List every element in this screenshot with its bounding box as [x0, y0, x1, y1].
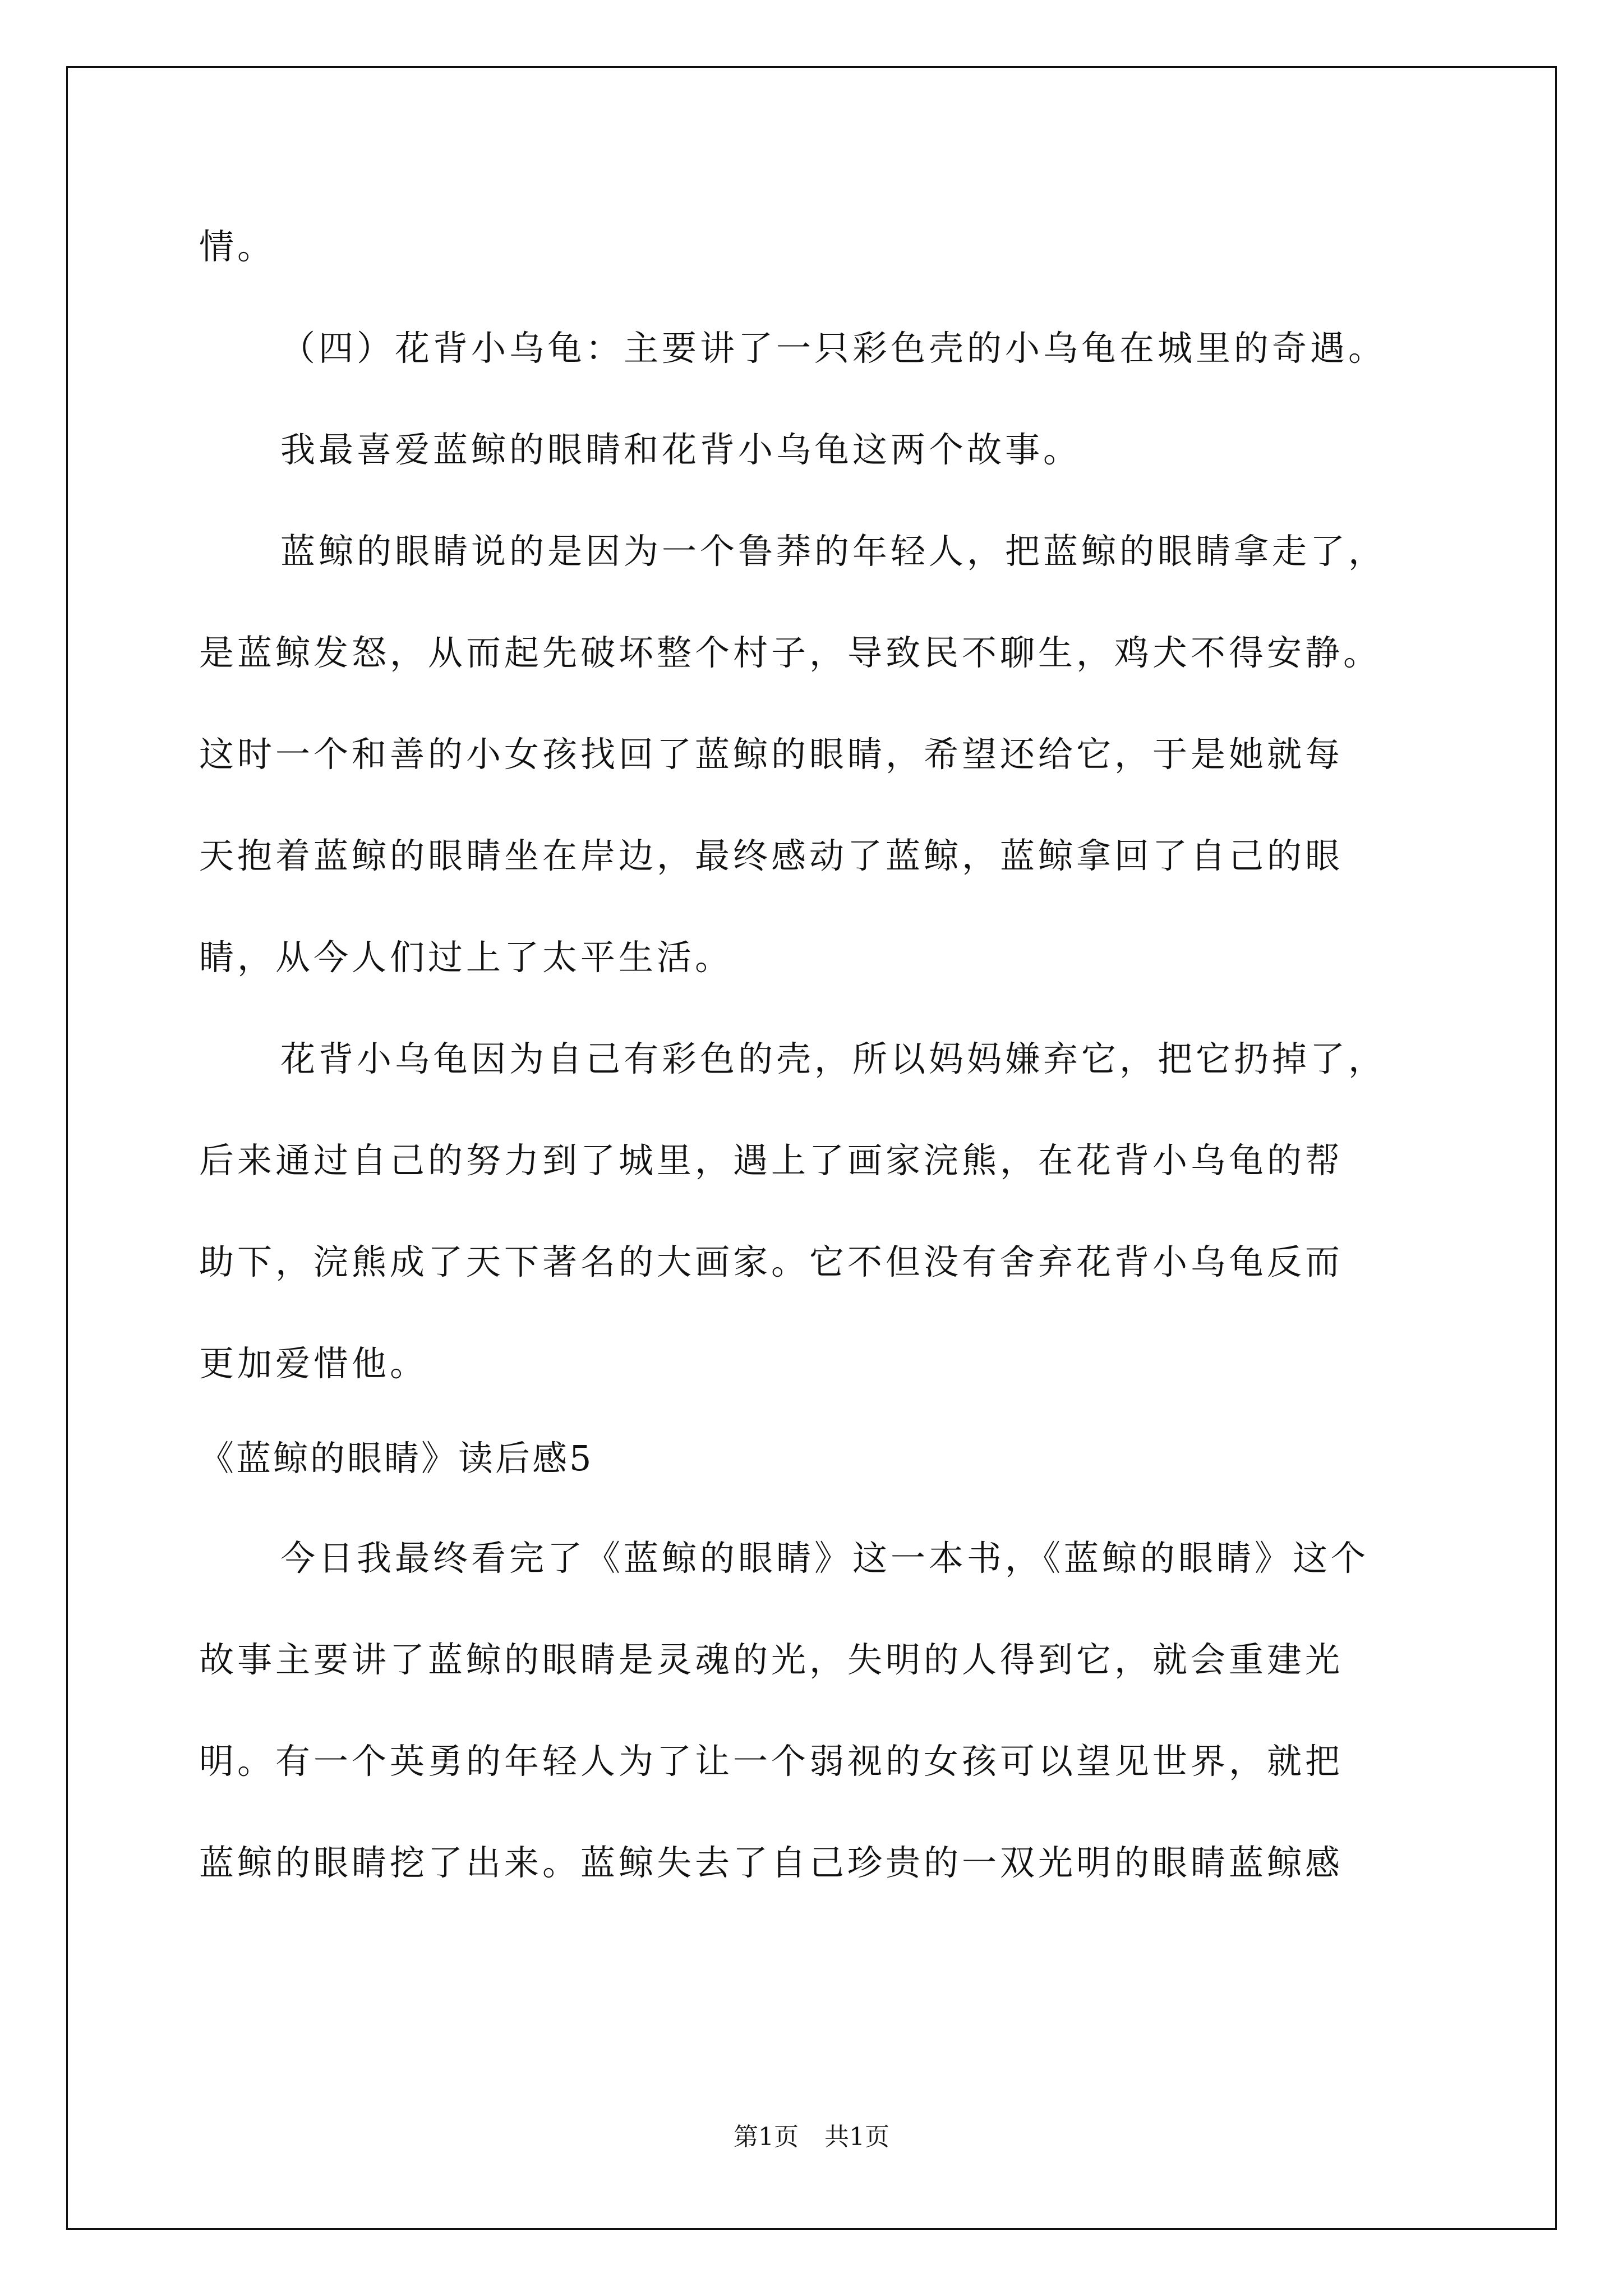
text-line: 助下，浣熊成了天下著名的大画家。它不但没有舍弃花背小乌龟反而	[199, 1241, 1344, 1282]
text-line: 睛，从今人们过上了太平生活。	[199, 937, 734, 978]
text-line: 今日我最终看完了《蓝鲸的眼睛》这一本书，《蓝鲸的眼睛》这个	[280, 1538, 1370, 1579]
text-line: （四）花背小乌龟：主要讲了一只彩色壳的小乌龟在城里的奇遇。	[280, 328, 1387, 369]
text-line: 情。	[199, 226, 276, 267]
text-line: 这时一个和善的小女孩找回了蓝鲸的眼睛，希望还给它，于是她就每	[199, 734, 1344, 775]
text-line: 明。有一个英勇的年轻人为了让一个弱视的女孩可以望见世界，就把	[199, 1741, 1344, 1782]
section-heading: 《蓝鲸的眼睛》读后感5	[199, 1438, 594, 1479]
page-footer	[0, 2120, 1623, 2154]
text-line: 蓝鲸的眼睛挖了出来。蓝鲸失去了自己珍贵的一双光明的眼睛蓝鲸感	[199, 1842, 1344, 1883]
page-total: 共1页	[824, 2123, 889, 2151]
text-line: 后来通过自己的努力到了城里，遇上了画家浣熊，在花背小乌龟的帮	[199, 1140, 1344, 1181]
text-line: 更加爱惜他。	[199, 1343, 428, 1384]
text-line: 花背小乌龟因为自己有彩色的壳，所以妈妈嫌弃它，把它扔掉了，	[280, 1038, 1387, 1079]
text-line: 是蓝鲸发怒，从而起先破坏整个村子，导致民不聊生，鸡犬不得安静。	[199, 632, 1382, 673]
page-number: 第1页	[734, 2123, 799, 2151]
text-line: 我最喜爱蓝鲸的眼睛和花背小乌龟这两个故事。	[280, 429, 1082, 470]
text-line: 故事主要讲了蓝鲸的眼睛是灵魂的光，失明的人得到它，就会重建光	[199, 1639, 1344, 1680]
text-line: 蓝鲸的眼睛说的是因为一个鲁莽的年轻人，把蓝鲸的眼睛拿走了，	[280, 531, 1387, 572]
text-line: 天抱着蓝鲸的眼睛坐在岸边，最终感动了蓝鲸，蓝鲸拿回了自己的眼	[199, 835, 1344, 876]
